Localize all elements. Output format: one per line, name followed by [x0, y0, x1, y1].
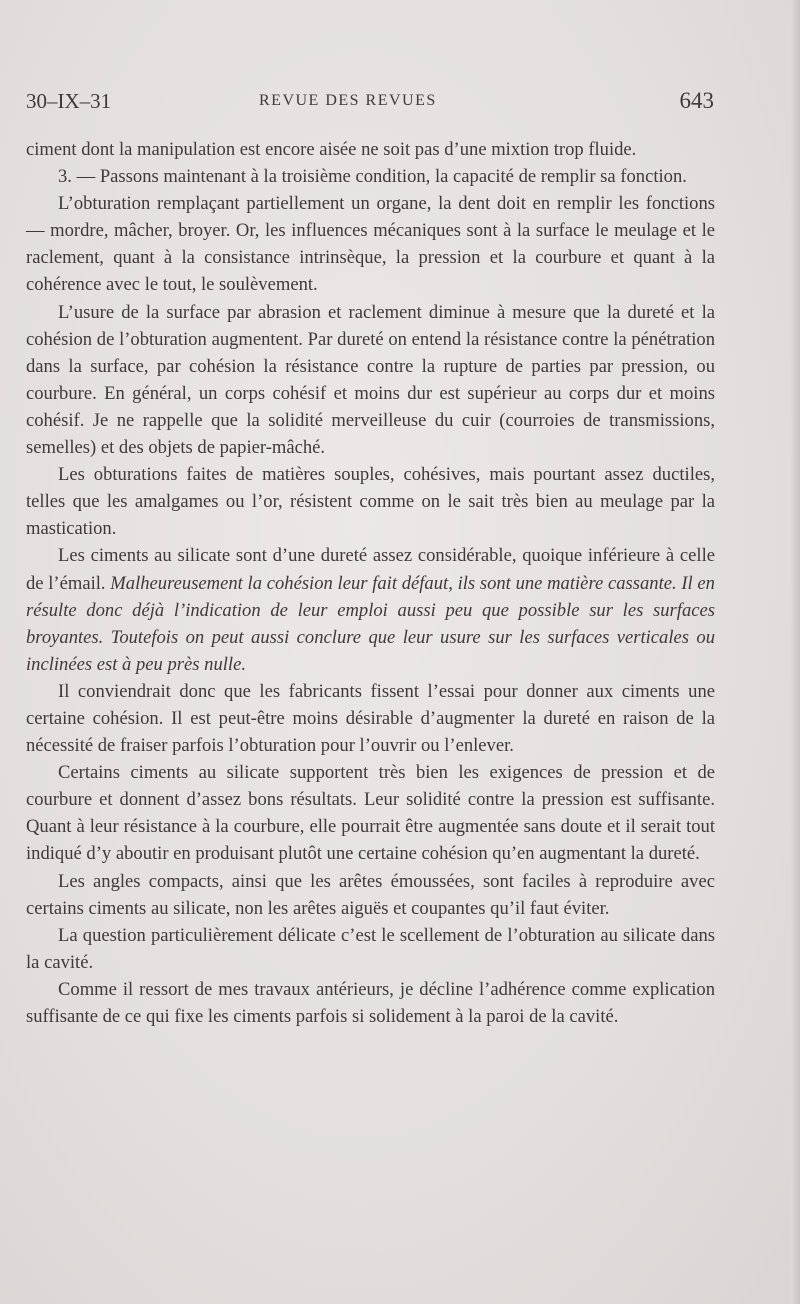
paragraph-6	[26, 542, 715, 677]
paragraph-3: L’obturation remplaçant partiellement un organe, la dent doit en remplir les fonctions — mordre, mâcher, broyer. Or, les influences mécaniques sont à la surface le meulage et le raclement, quant à la consistance intrinsèque, la pression et la courbure et quant à la cohérence avec le tout, le soulèvement.	[26, 193, 715, 296]
page-edge-shadow	[790, 0, 800, 1304]
paragraph-11: Comme il ressort de mes travaux antérieurs, je décline l’adhérence comme explication suffisante de ce qui fixe les ciments parfois si solidement à la paroi de la cavité.	[26, 978, 715, 1027]
paragraph-9: Les angles compacts, ainsi que les arêtes émoussées, sont faciles à reproduire avec certains ciments au silicate, non les arêtes aiguës et coupantes qu’il faut éviter.	[26, 870, 715, 919]
paragraph-1: ciment dont la manipulation est encore aisée ne soit pas d’une mixtion trop fluide.	[26, 139, 637, 160]
paragraph-5: Les obturations faites de matières souples, cohésives, mais pourtant assez ductiles, telles que les amalgames ou l’or, résistent comme on le sait très bien au meulage par la mastication.	[26, 464, 715, 540]
paragraph-6-roman: Les ciments au silicate sont d’une dureté assez considérable, quoique inférieure à celle de l’émail.	[26, 545, 715, 594]
paragraph-10: La question particulièrement délicate c’est le scellement de l’obturation au silicate dans la cavité.	[26, 924, 715, 973]
header-title: REVUE DES REVUES	[259, 92, 437, 109]
paragraph-6-italic: Malheureusement la cohésion leur fait défaut, ils sont une matière cassante. Il en résulte donc déjà l’indication de leur emploi aussi peu que possible sur les surfaces broyantes. Toutefois on peut aussi conclure que leur usure sur les surfaces verticales ou inclinées est à peu près nulle.	[26, 572, 715, 675]
paragraph-4: L’usure de la surface par abrasion et raclement diminue à mesure que la dureté et la cohésion de l’obturation augmentent. Par dureté on entend la résistance contre la pénétration dans la surface, par cohésion la résistance contre la rupture de parties par pression, ou courbure. En général, un corps cohésif et moins dur est supérieur au corps dur et moins cohésif. Je ne rappelle que la solidité merveilleuse du cuir (courroies de transmissions, semelles) et des objets de papier-mâché.	[26, 301, 715, 459]
header-date: 30–IX–31	[26, 89, 112, 113]
running-header	[26, 86, 714, 116]
paragraph-7: Il conviendrait donc que les fabricants fissent l’essai pour donner aux ciments une certaine cohésion. Il est peut-être moins désirable d’augmenter la dureté en raison de la nécessité de fraiser parfois l’obturation pour l’ouvrir ou l’enlever.	[26, 680, 715, 757]
page-number: 643	[679, 88, 714, 113]
body-text	[26, 136, 715, 1030]
paragraph-2: 3. — Passons maintenant à la troisième condition, la capacité de remplir sa fonction.	[58, 166, 687, 188]
paragraph-8: Certains ciments au silicate supportent très bien les exigences de pression et de courbure et donnent d’assez bons résultats. Leur solidité contre la pression est suffisante. Quant à leur résistance à la courbure, elle pourrait être augmentée sans doute et il serait tout indiqué d’y aboutir en produisant plutôt une certaine cohésion qu’en augmentant la dureté.	[26, 762, 715, 865]
